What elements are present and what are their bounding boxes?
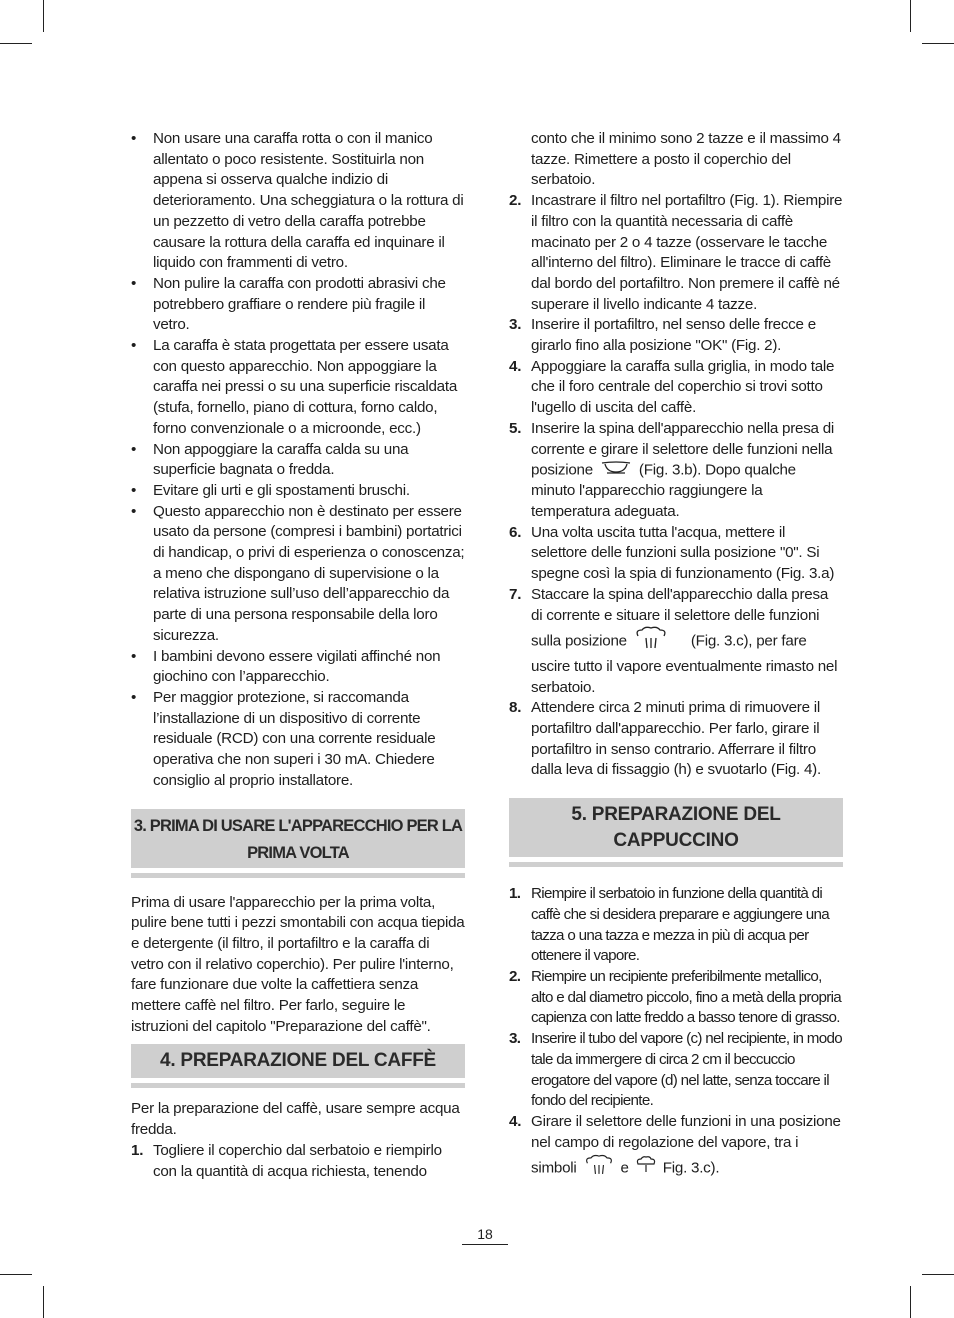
crop-mark [0,1274,32,1275]
section-4-heading: 4. PREPARAZIONE DEL CAFFÈ [131,1044,465,1078]
crop-mark [43,1286,44,1318]
section-5-steps [509,884,843,1184]
page-number: 18 [477,1226,493,1242]
coffee-cup-icon [599,460,633,481]
list-item [509,585,843,699]
list-item: • Evitare gli urti e gli spostamenti bruschi. [131,481,465,502]
step-number: 5. [509,419,522,437]
section-5-title: 5. PREPARAZIONE DEL CAPPUCCINO [571,804,781,852]
step-text: Attendere circa 2 minuti prima di rimuovere il portafiltro dall'apparecchio. Per farlo, girare il portafiltro in senso contrario. Afferrare il filtro dalla leva di fissaggio (h) e svuotarlo (Fig. 4). [531,699,821,779]
list-item: • Non appoggiare la caraffa calda su una superficie bagnata o fredda. [131,440,465,481]
step-number: 1. [131,1141,144,1159]
list-item [509,523,843,585]
section-3-heading: 3. PRIMA DI USARE L'APPARECCHIO PER LA PRIMA VOLTA [131,809,465,868]
step-number: 2. [509,192,522,210]
section-3-text: Prima di usare l'apparecchio per la prima volta, pulire bene tutti i pezzi smontabili con acqua tiepida e detergente (il filtro, il portafiltro e la caraffa di vetro con il relativo coperchio). Per pulire l'interno, fare funzionare due volte la caffettiera senza mettere caffè nel filtro. Per farlo, seguire le istruzioni del capitolo "Preparazione del caffè". [131,893,465,1035]
step-text: Incastrare il filtro nel portafiltro (Fig. 1). Riempire il filtro con la quantità necessaria di caffè macinato per 2 o 4 tazze (osservare le tacche all'interno del filtro). Eliminare le tracce di caffè dal bordo del portafiltro. Non premere il caffè né superare il livello indicante 4 tazze. [531,192,843,313]
step-text: Inserire il tubo del vapore (c) nel recipiente, in modo tale da immergere di circa 2 cm il beccuccio erogatore del vapore (d) nel latte, senza toccare il fondo del recipiente. [531,1030,842,1110]
crop-mark [922,43,954,44]
steam-cloud-icon [583,1153,615,1184]
step-text: Togliere il coperchio dal serbatoio e riempirlo con la quantità di acqua richiesta, tenendo [153,1141,442,1180]
section-5-heading [509,798,843,857]
step-text: Appoggiare la caraffa sulla griglia, in modo tale che il foro centrale del coperchio si trovi sotto l'ugello di uscita del caffè. [531,357,835,417]
section-4-steps-continued [509,191,843,781]
left-column [131,129,465,1182]
step-number: 4. [509,357,522,375]
step-text: Inserire la spina dell'apparecchio nella presa di corrente e girare il selettore delle funzioni nella posizione [531,419,835,479]
section-4-intro: Per la preparazione del caffè, usare sempre acqua fredda. [131,1100,460,1139]
step-number: 7. [509,585,522,603]
crop-mark [910,1286,911,1318]
list-item [131,1141,465,1182]
list-item: • I bambini devono essere vigilati affinché non giochino con l’apparecchio. [131,647,465,688]
list-item [509,357,843,419]
step-number: 8. [509,699,522,717]
list-item [509,315,843,356]
step-1-continuation: conto che il minimo sono 2 tazze e il massimo 4 tazze. Rimettere a posto il coperchio del serbatoio. [531,130,841,189]
list-item: • La caraffa è stata progettata per essere usata con questo apparecchio. Non appoggiare la caraffa nei pressi o su una superficie riscaldata (stufa, fornello, piano di cottura, forno caldo, forno convenzionale o a microonde, ecc.) [131,336,465,440]
steam-cloud-icon [633,626,669,657]
step-text: Una volta uscita tutta l'acqua, mettere il selettore delle funzioni sulla posizione "0". Si spegne così la spia di funzionamento (Fig. 3.a) [531,523,835,583]
step-text: (Fig. 3.c), per fare uscire tutto il vapore eventualmente rimasto nel serbatoio. [531,632,838,696]
crop-mark [0,43,32,44]
small-steam-icon [635,1156,657,1181]
right-column [509,129,843,1184]
step-text: Inserire il portafiltro, nel senso delle frecce e girarlo fino alla posizione "OK" (Fig. 2). [531,316,816,355]
list-item: • Non usare una caraffa rotta o con il manico allentato o poco resistente. Sostituirla non appena si osserva qualche indizio di deterioramento. Una scheggiatura o la rottura di un pezzetto di vetro della caraffa potrebbe causare la rottura della caraffa ed inquinare il liquido con frammenti di vetro. [131,129,465,274]
list-item: • Non pulire la caraffa con prodotti abrasivi che potrebbero graffiare o rendere più fragile il vetro. [131,274,465,336]
step-number: 4. [509,1112,522,1130]
step-text: Girare il selettore delle funzioni in una posizione nel campo di regolazione del vapore, tra i simboli [531,1112,841,1177]
step-number: 3. [509,316,522,334]
list-item [509,967,843,1029]
step-text: Riempire un recipiente preferibilmente metallico, alto e dal diametro piccolo, fino a metà della propria capienza con latte freddo a basso tenore di grasso. [531,967,842,1027]
crop-mark [922,1274,954,1275]
list-item: • Questo apparecchio non è destinato per essere usato da persone (compresi i bambini) portatrici di handicap, o privi di esperienza o conoscenza; a meno che dispongano di supervisione o la relativa istruzione sull’uso dell’apparecchio da parte di una persona responsabile della loro sicurezza. [131,502,465,647]
section-4-steps [131,1141,465,1182]
list-item [509,884,843,967]
step-text: e [620,1159,629,1177]
list-item [509,191,843,315]
step-text: (Fig. 3.b). Dopo qualche minuto l'apparecchio raggiungere la temperatura adeguata. [531,461,796,521]
list-item [509,1029,843,1112]
step-number: 2. [509,967,521,985]
step-text: Fig. 3.c). [662,1159,720,1177]
step-number: 3. [509,1030,521,1048]
step-text: Staccare la spina dell'apparecchio dalla presa di corrente e situare il selettore delle funzioni sulla posizione [531,585,829,650]
crop-mark [43,0,44,32]
list-item: • Per maggior protezione, si raccomanda l’installazione di un dispositivo di corrente residuale (RCD) con una corrente residuale operativa che non superi i 30 mA. Chiedere consiglio al proprio installatore. [131,688,465,792]
step-number: 6. [509,523,522,541]
safety-bullet-list [131,129,465,792]
list-item [509,419,843,523]
crop-mark [910,0,911,32]
list-item [509,1112,843,1184]
list-item [509,698,843,781]
step-number: 1. [509,885,521,903]
step-text: Riempire il serbatoio in funzione della quantità di caffè che si desidera preparare e aggiungere una tazza o una tazza e mezza in più di acqua per ottenere il vapore. [531,885,829,965]
page-number-rule [462,1244,508,1245]
